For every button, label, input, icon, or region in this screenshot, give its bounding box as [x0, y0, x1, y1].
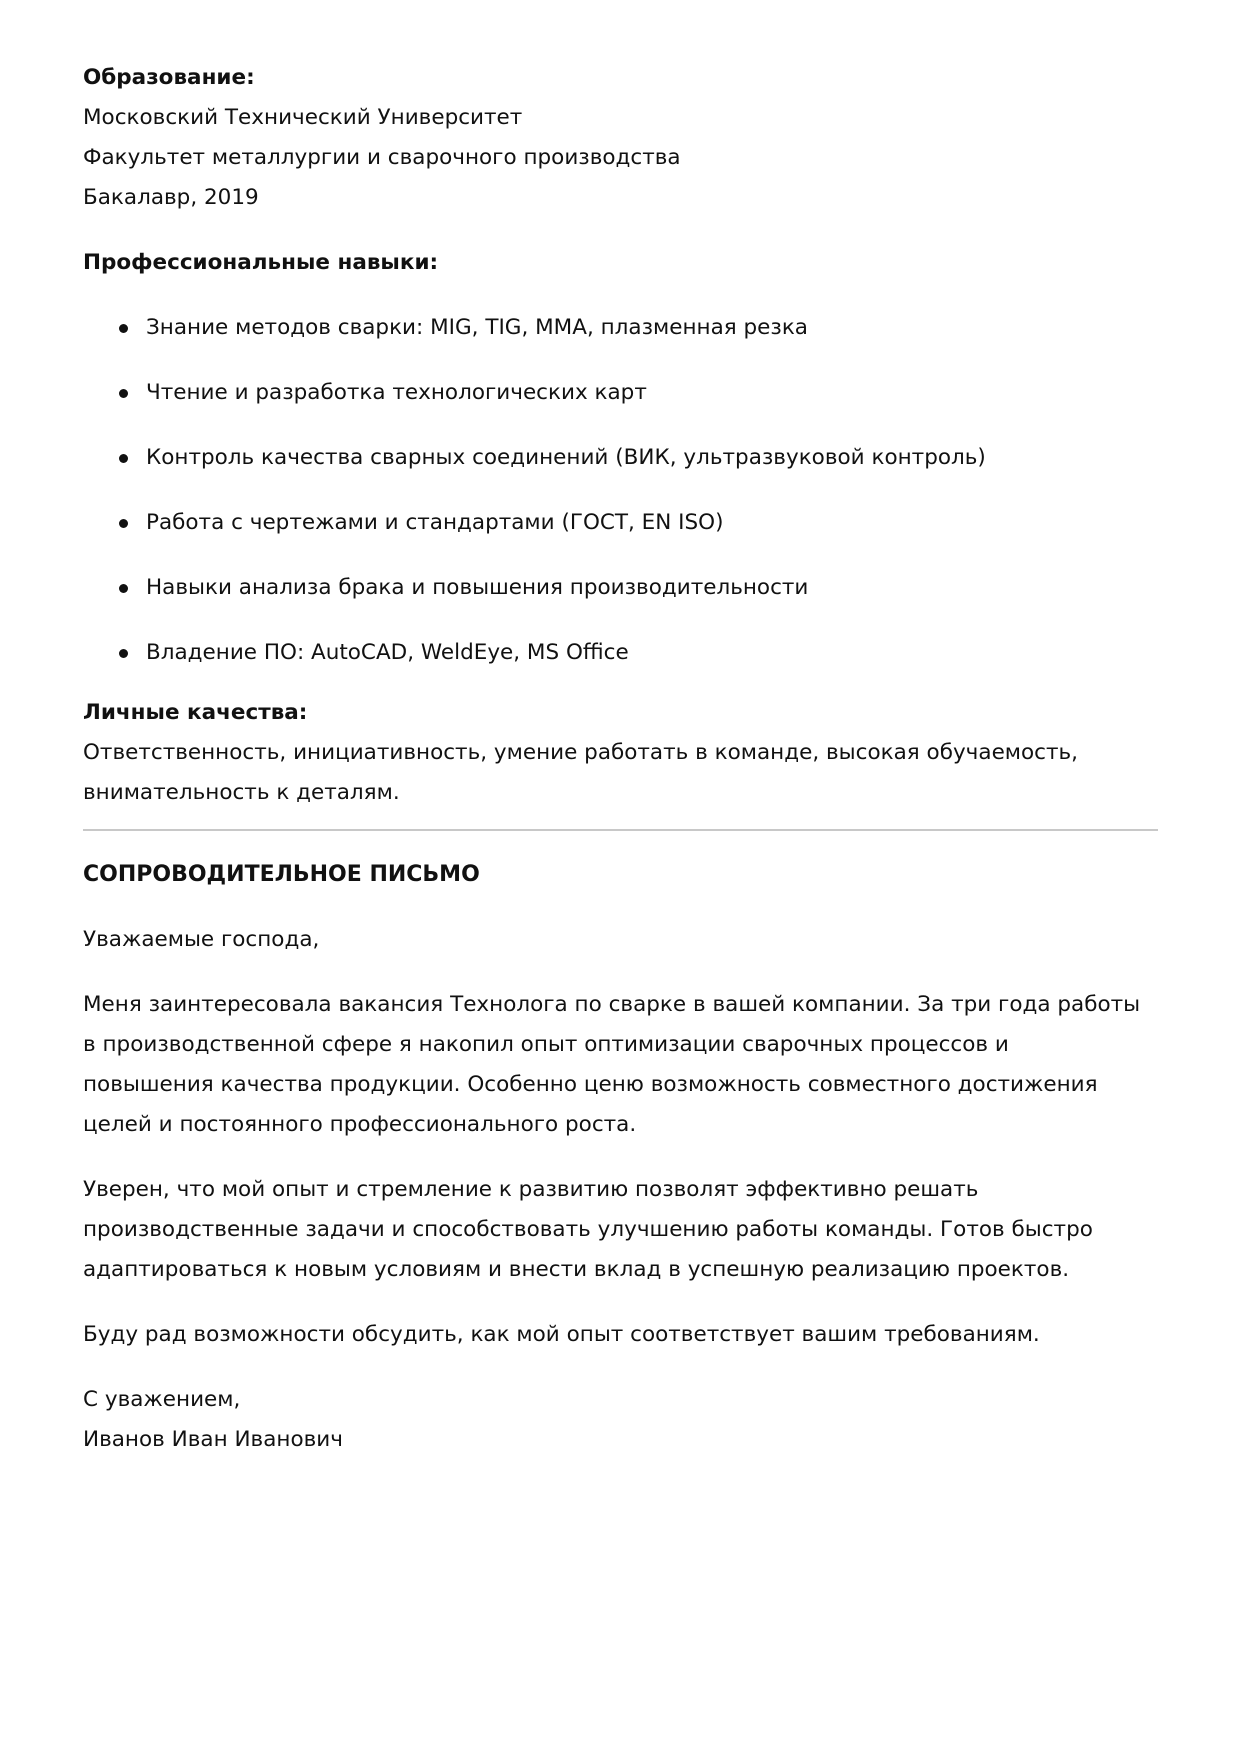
bullet-icon — [119, 584, 128, 593]
bullet-icon — [119, 389, 128, 398]
personal-heading: Личные качества: — [83, 700, 308, 725]
skill-item — [83, 568, 1158, 608]
bullet-icon — [119, 454, 128, 463]
bullet-icon — [119, 519, 128, 528]
skill-text: Работа с чертежами и стандартами (ГОСТ, EN ISO) — [146, 510, 724, 535]
letter-line: в производственной сфере я накопил опыт оптимизации сварочных процессов и — [83, 1032, 1009, 1057]
letter-paragraph-1 — [83, 985, 1158, 1145]
skill-item — [83, 633, 1158, 673]
skill-item — [83, 373, 1158, 413]
skill-text: Навыки анализа брака и повышения производительности — [146, 575, 809, 600]
letter-line: повышения качества продукции. Особенно ценю возможность совместного достижения — [83, 1072, 1098, 1097]
skill-text: Владение ПО: AutoCAD, WeldEye, MS Office — [146, 640, 629, 665]
letter-line: Уверен, что мой опыт и стремление к развитию позволят эффективно решать — [83, 1177, 979, 1202]
education-heading: Образование: — [83, 65, 255, 90]
letter-closing: С уважением, — [83, 1387, 241, 1412]
education-university: Московский Технический Университет — [83, 105, 523, 130]
skill-text: Контроль качества сварных соединений (ВИК, ультразвуковой контроль) — [146, 445, 986, 470]
education-faculty: Факультет металлургии и сварочного производства — [83, 145, 681, 170]
skills-section — [83, 243, 1158, 673]
education-degree: Бакалавр, 2019 — [83, 185, 259, 210]
letter-line: адаптироваться к новым условиям и внести вклад в успешную реализацию проектов. — [83, 1257, 1070, 1282]
letter-line: производственные задачи и способствовать улучшению работы команды. Готов быстро — [83, 1217, 1093, 1242]
cover-letter-title: СОПРОВОДИТЕЛЬНОЕ ПИСЬМО — [83, 862, 480, 887]
education-section — [83, 58, 1158, 218]
skill-item — [83, 308, 1158, 348]
personal-section — [83, 693, 1158, 813]
section-divider — [83, 829, 1158, 831]
letter-line: целей и постоянного профессионального роста. — [83, 1112, 637, 1137]
personal-line: Ответственность, инициативность, умение работать в команде, высокая обучаемость, — [83, 740, 1079, 765]
skill-text: Знание методов сварки: MIG, TIG, MMA, плазменная резка — [146, 315, 808, 340]
letter-line: Меня заинтересовала вакансия Технолога по сварке в вашей компании. За три года работы — [83, 992, 1141, 1017]
personal-line: внимательность к деталям. — [83, 780, 400, 805]
skill-item — [83, 438, 1158, 478]
bullet-icon — [119, 324, 128, 333]
letter-paragraph-2 — [83, 1170, 1158, 1290]
letter-greeting: Уважаемые господа, — [83, 927, 320, 952]
cover-letter-section — [83, 855, 1158, 1460]
letter-paragraph-3: Буду рад возможности обсудить, как мой опыт соответствует вашим требованиям. — [83, 1322, 1040, 1347]
skill-item — [83, 503, 1158, 543]
skills-heading: Профессиональные навыки: — [83, 250, 439, 275]
letter-signature: Иванов Иван Иванович — [83, 1427, 343, 1452]
resume-page — [83, 58, 1158, 1460]
skills-list — [83, 308, 1158, 673]
bullet-icon — [119, 649, 128, 658]
skill-text: Чтение и разработка технологических карт — [146, 380, 647, 405]
signature-block — [83, 1380, 1158, 1460]
